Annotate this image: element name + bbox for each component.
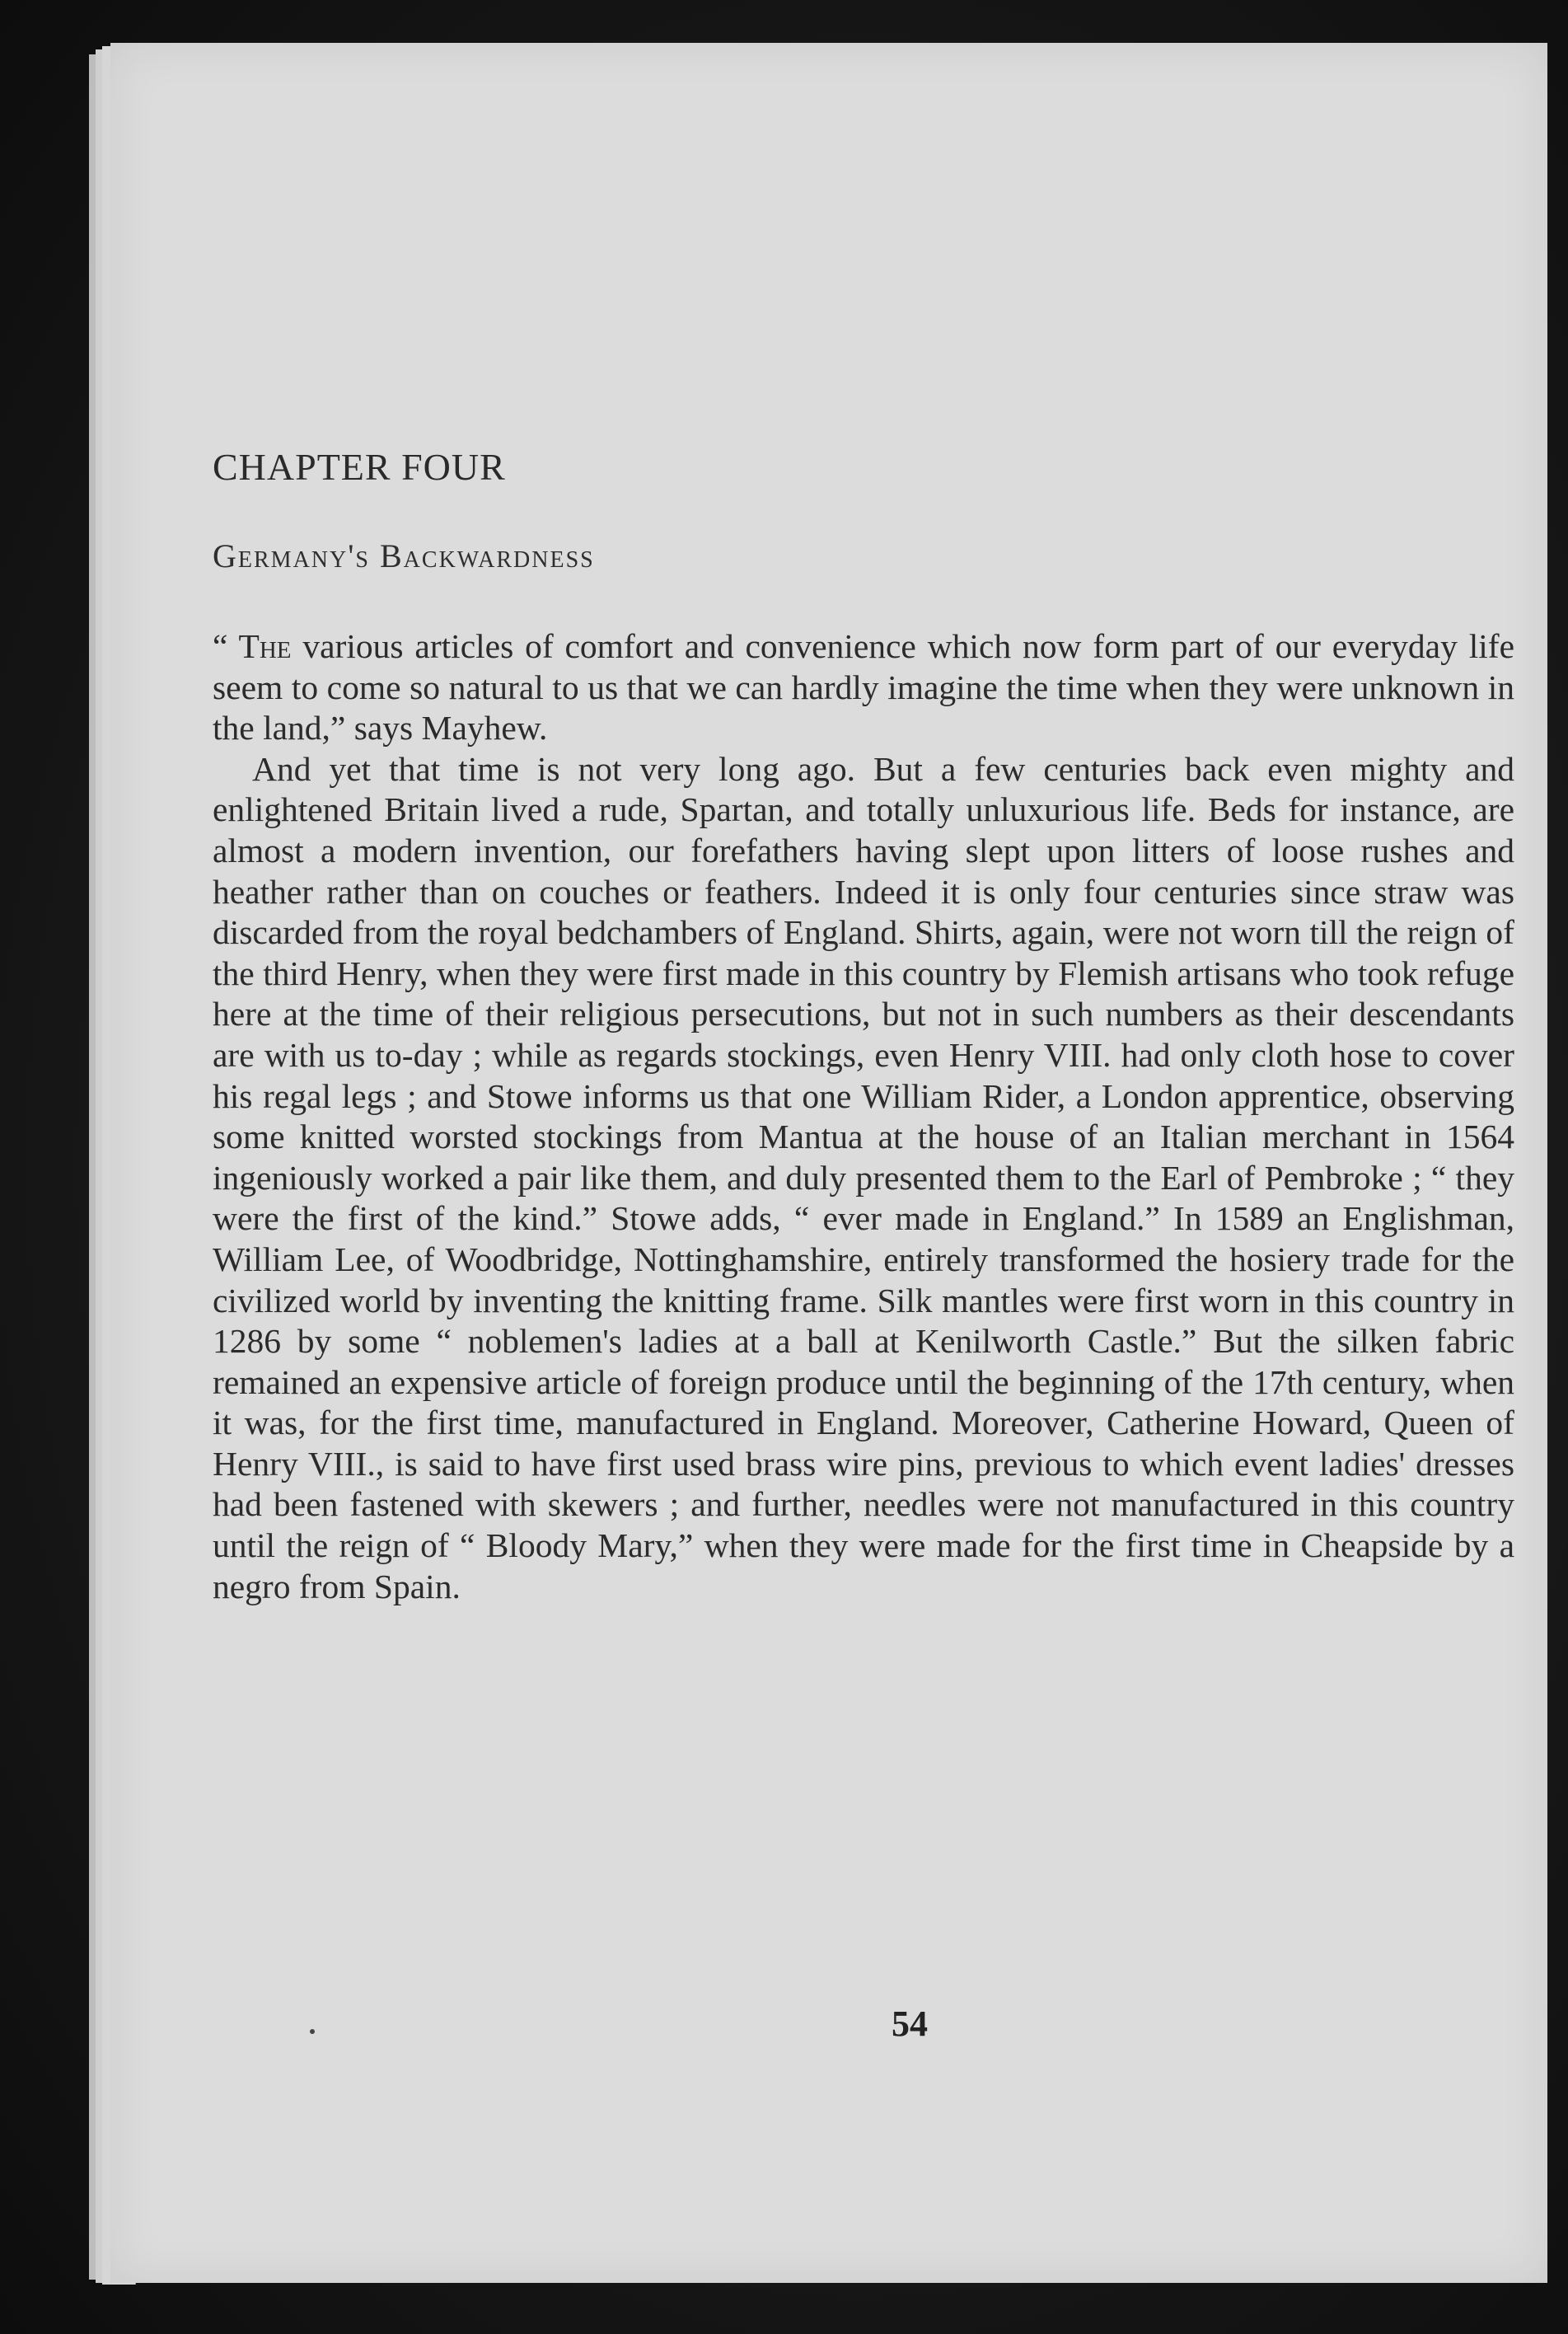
paragraph-1-text: various articles of comfort and convenience which now form part of our everyday life seem to come so natural to us that we can hardly imagine the time when they were unknown in the land,” says Mayhew. xyxy=(213,627,1514,748)
paragraph-1 xyxy=(213,626,1514,749)
section-title: Germany's Backwardness xyxy=(213,537,595,574)
chapter-title: CHAPTER FOUR xyxy=(213,446,506,488)
paragraph-2: And yet that time is not very long ago. But a few centuries back even mighty and enlightened Britain lived a rude, Spartan, and totally unluxurious life. Beds for instance, are almost a modern invention, our forefathers having slept upon litters of loose rushes and heather rather than on couches or feathers. Indeed it is only four centuries since straw was discarded from the royal bedchambers of England. Shirts, again, were not worn till the reign of the third Henry, when they were first made in this country by Flemish artisans who took refuge here at the time of their religious persecutions, but not in such numbers as their descendants are with us to-day ; while as regards stockings, even Henry VIII. had only cloth hose to cover his regal legs ; and Stowe informs us that one William Rider, a London apprentice, observing some knitted worsted stockings from Mantua at the house of an Italian merchant in 1564 ingeniously worked a pair like them, and duly presented them to the Earl of Pembroke ; “ they were the first of the kind.” Stowe adds, “ ever made in England.” In 1589 an Englishman, William Lee, of Woodbridge, Nottinghamshire, entirely transformed the hosiery trade for the civilized world by inventing the knitting frame. Silk mantles were first worn in this country in 1286 by some “ noblemen's ladies at a ball at Kenilworth Castle.” But the silken fabric remained an expensive article of foreign produce until the beginning of the 17th century, when it was, for the first time, manufactured in England. Moreover, Catherine Howard, Queen of Henry VIII., is said to have first used brass wire pins, previous to which event ladies' dresses had been fastened with skewers ; and further, needles were not manufactured in this country until the reign of “ Bloody Mary,” when they were made for the first time in Cheapside by a negro from Spain. xyxy=(213,749,1514,1605)
page-number: 54 xyxy=(892,2004,928,2044)
page-text-block xyxy=(213,445,1514,1607)
paragraph-1-lead-word: “ The xyxy=(213,627,292,665)
scan-speck xyxy=(310,2029,315,2034)
